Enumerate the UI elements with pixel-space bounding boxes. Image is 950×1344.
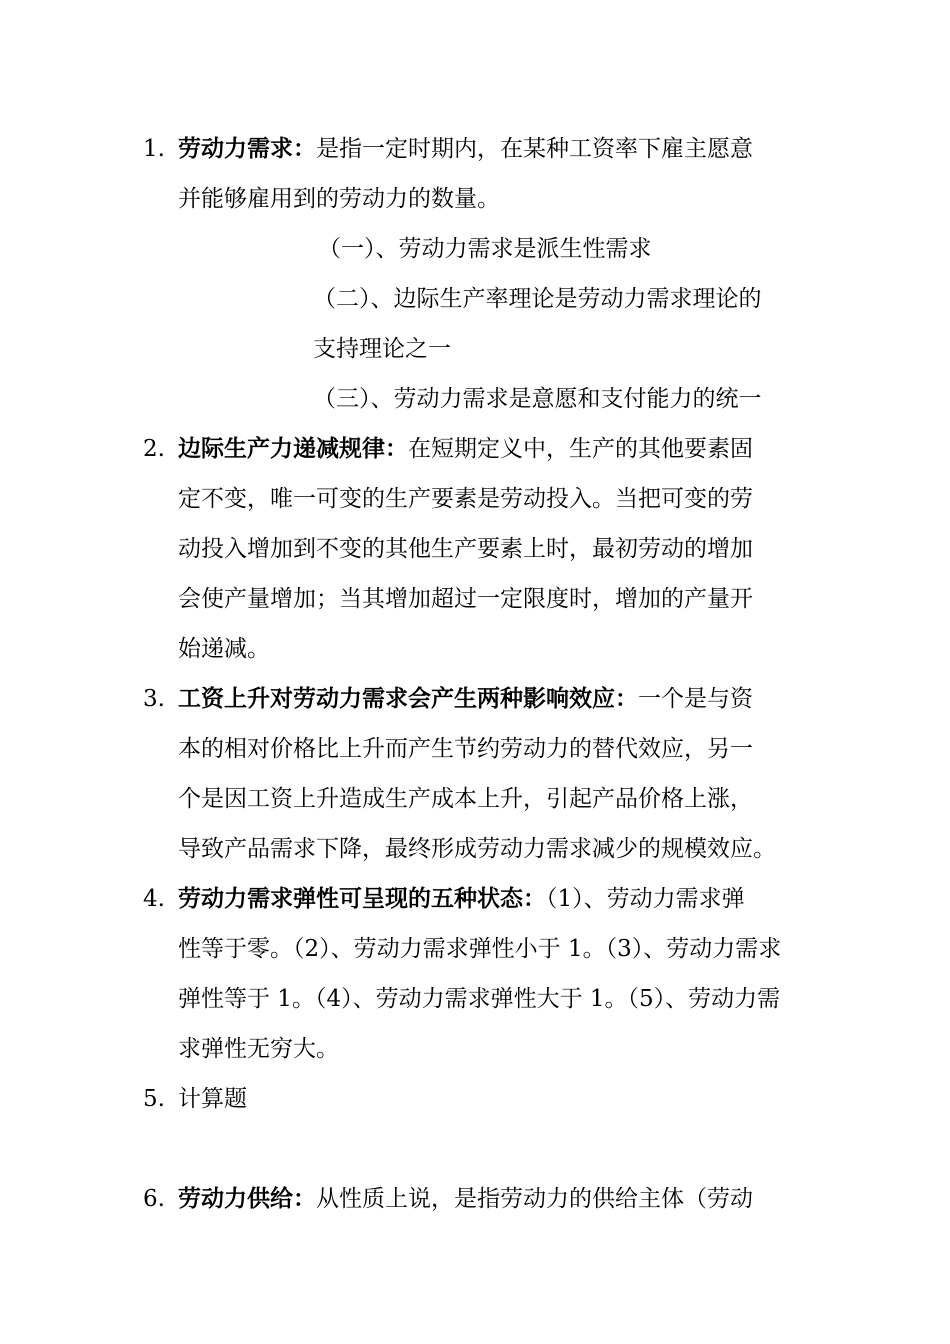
- subpoint-3: [313, 374, 813, 424]
- item-definition: 在短期定义中，生产的其他要素固: [408, 436, 753, 462]
- text-line: 计算题: [178, 1086, 247, 1112]
- text-line: 本的相对价格比上升而产生节约劳动力的替代效应，另一: [178, 736, 753, 762]
- item-definition: （1）、劳动力需求弹: [546, 886, 745, 912]
- text-line: [178, 674, 818, 724]
- text-line: 求弹性无穷大。: [178, 1036, 339, 1062]
- subpoint-text: （一）、劳动力需求是派生性需求: [318, 236, 652, 262]
- text-line: 并能够雇用到的劳动力的数量。: [178, 186, 500, 212]
- text-line: 性等于零。（2）、劳动力需求弹性小于 1。（3）、劳动力需求: [178, 936, 782, 962]
- item-number: 6.: [143, 1186, 165, 1212]
- item-text: [178, 124, 818, 224]
- subpoint-text: （三）、劳动力需求是意愿和支付能力的统一: [313, 386, 762, 412]
- item-term: 劳动力需求：: [178, 135, 316, 162]
- text-line: 动投入增加到不变的其他生产要素上时，最初劳动的增加: [178, 536, 753, 562]
- text-line: 弹性等于 1。（4）、劳动力需求弹性大于 1。（5）、劳动力需: [178, 986, 781, 1012]
- item-definition: 从性质上说，是指劳动力的供给主体（劳动: [316, 1186, 753, 1212]
- subpoint-2: [313, 274, 813, 374]
- item-term: 劳动力需求弹性可呈现的五种状态：: [178, 885, 546, 912]
- text-line: [178, 874, 818, 924]
- item-number: 3.: [143, 686, 165, 712]
- text-line: 导致产品需求下降，最终形成劳动力需求减少的规模效应。: [178, 836, 776, 862]
- text-line: 始递减。: [178, 636, 270, 662]
- text-line: 定不变，唯一可变的生产要素是劳动投入。当把可变的劳: [178, 486, 753, 512]
- subpoint-text: 支持理论之一: [313, 336, 451, 362]
- text-line: 会使产量增加；当其增加超过一定限度时，增加的产量开: [178, 586, 753, 612]
- item-number: 5.: [143, 1086, 165, 1112]
- item-definition: 是指一定时期内，在某种工资率下雇主愿意: [316, 136, 753, 162]
- item-number: 1.: [143, 136, 165, 162]
- item-term: 边际生产力递减规律：: [178, 435, 408, 462]
- item-definition: 一个是与资: [638, 686, 753, 712]
- text-line: 个是因工资上升造成生产成本上升，引起产品价格上涨，: [178, 786, 753, 812]
- item-text: [178, 874, 818, 1074]
- subpoint-text: （二）、边际生产率理论是劳动力需求理论的: [313, 286, 762, 312]
- text-line: [178, 424, 818, 474]
- item-number: 2.: [143, 436, 165, 462]
- item-number: 4.: [143, 886, 165, 912]
- subpoint-1: [318, 224, 818, 274]
- item-text: [178, 1174, 818, 1224]
- item-text: [178, 1074, 818, 1124]
- item-text: [178, 674, 818, 874]
- text-line: [178, 124, 818, 174]
- text-line: [178, 1174, 818, 1224]
- item-term: 劳动力供给：: [178, 1185, 316, 1212]
- item-text: [178, 424, 818, 674]
- item-term: 工资上升对劳动力需求会产生两种影响效应：: [178, 685, 638, 712]
